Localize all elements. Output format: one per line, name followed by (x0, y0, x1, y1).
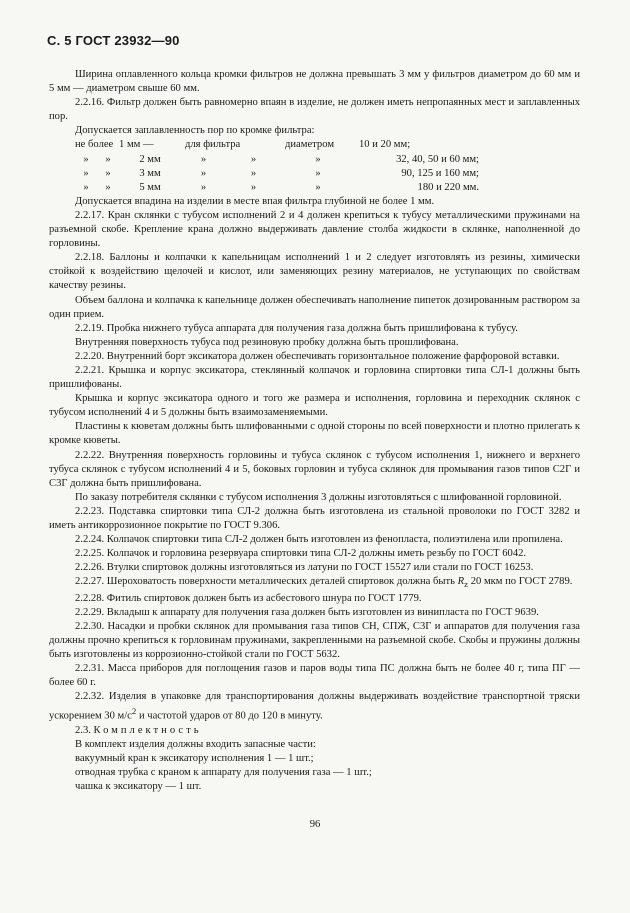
paragraph: 2.2.20. Внутренний борт эксикатора должен обеспечивать горизонтальное положение фарфоровой вставки. (75, 350, 560, 362)
paragraph: Внутренняя поверхность тубуса под резиновую пробку должна быть прошлифована. (75, 336, 459, 348)
paragraph: Крышка и корпус эксикатора одного и того же размера и исполнения, горловина и переходник склянок с тубусом исполнений 4 и 5 должны быть взаимозаменяемыми. (49, 393, 580, 419)
paragraph: 2.2.26. Втулки спиртовок должны изготовляться из латуни по ГОСТ 15527 или стали по ГОСТ 16253. (75, 562, 534, 574)
paragraph: Объем баллона и колпачка к капельнице должен обеспечивать наполнение пипеток дозированным раствором за один прием. (49, 294, 580, 320)
paragraph: 2.2.29. Вкладыш к аппарату для получения газа должен быть изготовлен из винипласта по ГОСТ 9639. (75, 606, 539, 618)
paragraph: 2.2.23. Подставка спиртовки типа СЛ-2 должна быть изготовлена из стальной проволоки по ГОСТ 3282 и иметь антикоррозионное покрытие по ГОСТ 9.306. (49, 505, 580, 531)
list-item: вакуумный кран к эксикатору исполнения 1 — 1 шт.; (75, 753, 314, 765)
tolerance-table (75, 138, 479, 194)
table-row: не более 1 мм — для фильтра диаметром 10 и 20 мм; (75, 139, 411, 151)
section-heading: 2.3. Комплектность (75, 724, 202, 736)
paragraph-transport: 2.2.32. Изделия в упаковке для транспортирования должны выдерживать воздействие транспортной тряски ускорением 30 $м/с^2$ и частотой ударов от 80 до 120 в минуту. (49, 691, 580, 722)
page-number: 96 (309, 819, 321, 830)
document-body (49, 68, 580, 794)
paragraph: 2.2.25. Колпачок и горловина резервуара спиртовки типа СЛ-2 должны иметь резьбу по ГОСТ 6042. (75, 548, 527, 560)
paragraph: 2.2.18. Баллоны и колпачки к капельницам исполнений 1 и 2 следует изготовлять из резины, химически стойкой к воздействию щелочей и кислот, или заменяющих резину материалов, не уступающих по свойствам качеству резины. (49, 252, 580, 292)
list-item: отводная трубка с краном к аппарату для получения газа — 1 шт.; (75, 767, 372, 779)
paragraph: 2.2.22. Внутренняя поверхность горловины и тубуса склянок с тубусом исполнения 1, нижнего и верхнего тубуса склянок с тубусом исполнений 4 и 5, боковых горловин и тубуса склянок для промывания газов типов С2Г и С3Г должна быть пришлифована. (49, 449, 580, 489)
paragraph: 2.2.19. Пробка нижнего тубуса аппарата для получения газа должна быть пришлифована к тубусу. (75, 322, 518, 334)
paragraph: 2.2.28. Фитиль спиртовок должен быть из асбестового шнура по ГОСТ 1779. (75, 592, 422, 604)
paragraph: Допускается впадина на изделии в месте впая фильтра глубиной не более 1 мм. (75, 195, 435, 207)
paragraph-roughness: 2.2.27. Шероховатость поверхности металлических деталей спиртовок должна быть $R_z$ 20 мкм по ГОСТ 2789. (75, 576, 573, 590)
table-row: » » 5 мм » » » 180 и 220 мм. (83, 181, 479, 193)
paragraph: 2.2.30. Насадки и пробки склянок для промывания газа типов СН, СПЖ, С3Г и аппаратов для получения газа должны прочно крепиться к горловинам пружинами, закрепленными на разъемной скобе. Скобы и пружины должны быть изготовлены из коррозионно-стойкой стали по ГОСТ 5632. (49, 620, 580, 660)
paragraph: 2.2.16. Фильтр должен быть равномерно впаян в изделие, не должен иметь непропаянных мест и заплавленных пор. (49, 97, 580, 123)
list-item: чашка к эксикатору — 1 шт. (75, 781, 202, 793)
table-row: » » 3 мм » » » 90, 125 и 160 мм; (83, 167, 479, 179)
paragraph: По заказу потребителя склянки с тубусом исполнения 3 должны изготовляться с шлифованной горловиной. (75, 491, 562, 503)
paragraph: 2.2.31. Масса приборов для поглощения газов и паров воды типа ПС должна быть не более 40 г, типа ПГ — более 60 г. (49, 663, 580, 689)
page-header: С. 5 ГОСТ 23932—90 (47, 33, 180, 48)
paragraph: 2.2.24. Колпачок спиртовки типа СЛ-2 должен быть изготовлен из фенопласта, полиэтилена или пропилена. (75, 534, 563, 546)
paragraph: Пластины к кюветам должны быть шлифованными с одной стороны по всей поверхности и плотно прилегать к кромке кюветы. (49, 421, 580, 447)
paragraph: Ширина оплавленного кольца кромки фильтров не должна превышать 3 мм у фильтров диаметром до 60 мм и 5 мм — диаметром свыше 60 мм. (49, 69, 580, 95)
table-row: » » 2 мм » » » 32, 40, 50 и 60 мм; (83, 153, 479, 165)
paragraph: В комплект изделия должны входить запасные части: (75, 739, 316, 751)
paragraph: 2.2.21. Крышка и корпус эксикатора, стеклянный колпачок и горловина спиртовки типа СЛ-1 должны быть пришлифованы. (49, 364, 580, 391)
paragraph: 2.2.17. Кран склянки с тубусом исполнений 2 и 4 должен крепиться к тубусу металлическими пружинами на разъемной скобе. Крепление крана должно выдерживать давление столба жидкости в склянке, наполненной до горловины. (49, 209, 580, 250)
paragraph: Допускается заплавленность пор по кромке фильтра: (75, 125, 315, 137)
